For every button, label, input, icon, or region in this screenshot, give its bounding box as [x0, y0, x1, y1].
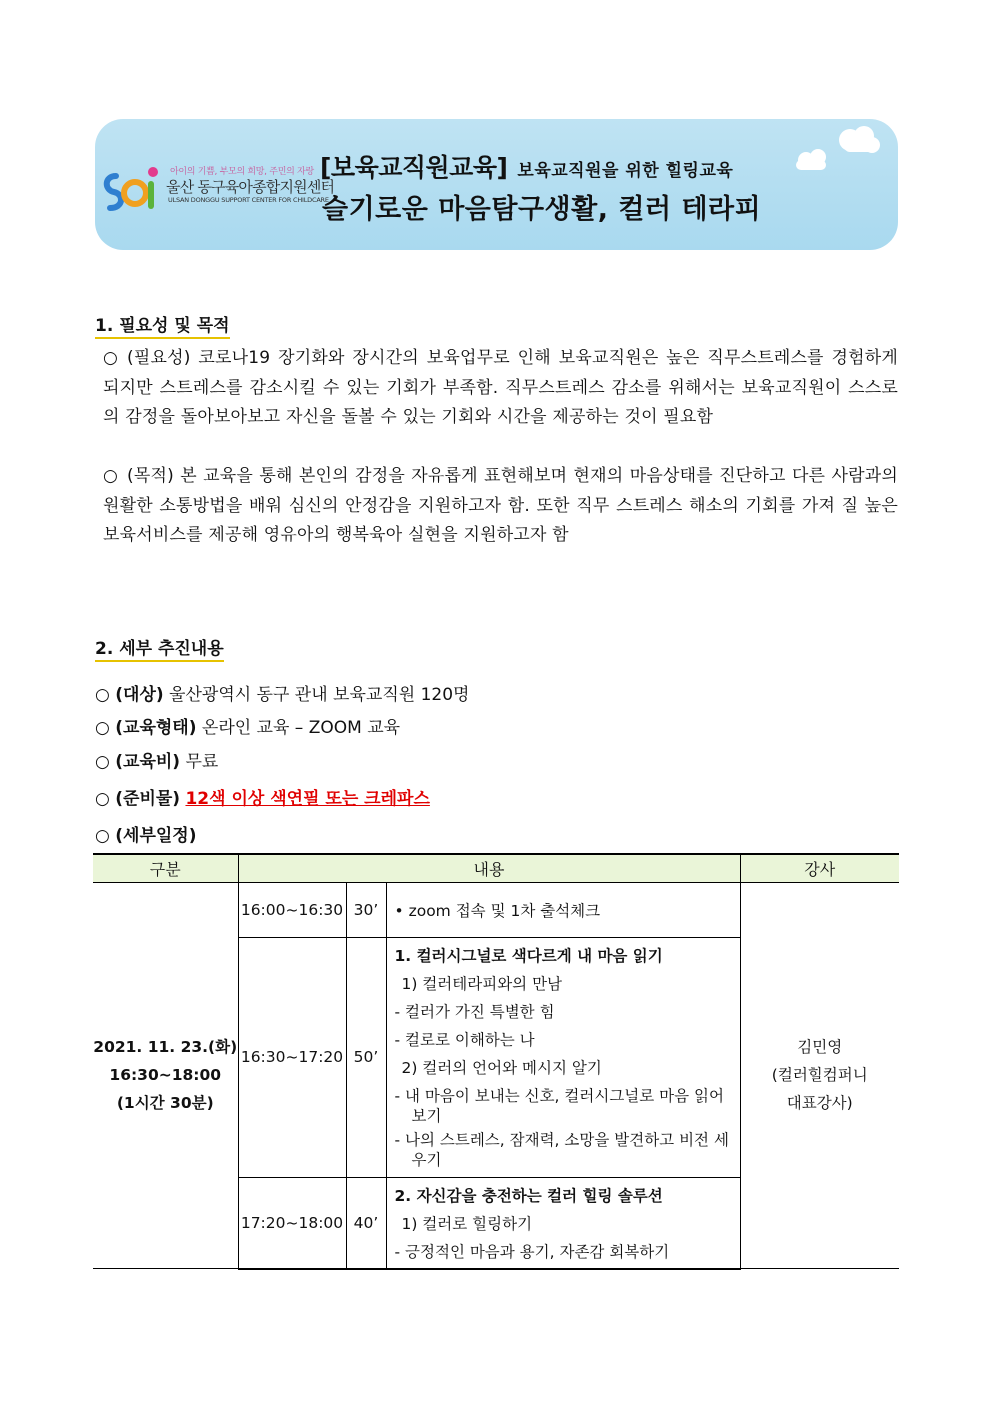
content-cell: 1. 컬러시그널로 색다르게 내 마음 읽기 1) 컬러테라피와의 만남 - 컬러가 가진 특별한 힘 - 컬로로 이해하는 나 2) 컬러의 언어와 메시지 알기 - 내 마음이 보내는 신호, 컬러시그널로 마음 읽어보기 - 나의 스트레스, 잠재력, 소망을 발견하고 비전 세우기 — [386, 937, 740, 1177]
date-cell: 2021. 11. 23.(화) 16:30~18:00 (1시간 30분) — [93, 882, 238, 1269]
logo-name-english: ULSAN DONGGU SUPPORT CENTER FOR CHILDCARE — [168, 196, 329, 204]
paragraph-purpose: ○ (목적) 본 교육을 통해 본인의 감정을 자유롭게 표현해보며 현재의 마음상태를 진단하고 다른 사람과의 원활한 소통방법을 배워 심신의 안정감을 지원하고자 함. 또한 직무 스트레스 해소의 기회를 가져 질 높은 보육서비스를 제공해 영유아의 행복육아 실현을 지원하고자 함 — [103, 466, 898, 545]
detail-item-supplies: ○ (준비물) 12색 이상 색연필 또는 크레파스 — [95, 789, 430, 809]
time-cell: 17:20~18:00 — [238, 1177, 346, 1269]
time-cell: 16:30~17:20 — [238, 937, 346, 1177]
duration-cell: 50’ — [346, 937, 386, 1177]
header-top-line — [320, 148, 733, 184]
logo-tagline: 아이의 기쁨, 부모의 희망, 주민의 자랑 — [170, 167, 314, 177]
time-cell: 16:00~16:30 — [238, 882, 346, 937]
header-category-cell: 구분 — [93, 854, 238, 882]
paragraph-necessity: ○ (필요성) 코로나19 장기화와 장시간의 보육업무로 인해 보육교직원은 높은 직무스트레스를 경험하게 되지만 스트레스를 감소시킬 수 있는 기회가 부족함. 직무스트레스 감소를 위해서는 보육교직원이 스스로의 감정을 돌아보아보고 자신을 돌볼 수 있는 기회와 시간을 제공하는 것이 필요함 — [103, 348, 898, 427]
page-title: 슬기로운 마음탐구생활, 컬러 테라피 — [322, 194, 762, 225]
header-lecturer-cell: 강사 — [740, 854, 899, 882]
logo-name: 울산 동구육아종합지원센터 — [166, 178, 335, 196]
cloud-icon — [788, 120, 884, 180]
center-logo — [102, 160, 335, 214]
header-category: [보육교직원교육] — [320, 153, 508, 182]
table-row — [93, 882, 899, 937]
supplies-value: 12색 이상 색연필 또는 크레파스 — [185, 789, 430, 809]
section-heading-details: 2. 세부 추진내용 — [95, 634, 224, 659]
detail-item-fee: ○ (교육비) 무료 — [95, 752, 219, 772]
logo-mark-icon — [102, 162, 164, 214]
detail-item-format: ○ (교육형태) 온라인 교육 – ZOOM 교육 — [95, 718, 401, 738]
detail-item-target: ○ (대상) 울산광역시 동구 관내 보육교직원 120명 — [95, 685, 470, 705]
section-heading-purpose: 1. 필요성 및 목적 — [95, 311, 230, 336]
content-cell: • zoom 접속 및 1차 출석체크 — [386, 882, 740, 937]
duration-cell: 30’ — [346, 882, 386, 937]
table-header-row — [93, 854, 899, 882]
header-content-cell: 내용 — [238, 854, 740, 882]
detail-item-schedule: ○ (세부일정) — [95, 826, 197, 846]
duration-cell: 40’ — [346, 1177, 386, 1269]
schedule-table — [93, 853, 899, 1270]
header-subtitle: 보육교직원을 위한 힐링교육 — [517, 161, 734, 181]
content-cell: 2. 자신감을 충전하는 컬러 힐링 솔루션 1) 컬러로 힐링하기 - 긍정적인 마음과 용기, 자존감 회복하기 — [386, 1177, 740, 1269]
lecturer-cell: 김민영 (컬러힐컴퍼니 대표강사) — [740, 882, 899, 1269]
